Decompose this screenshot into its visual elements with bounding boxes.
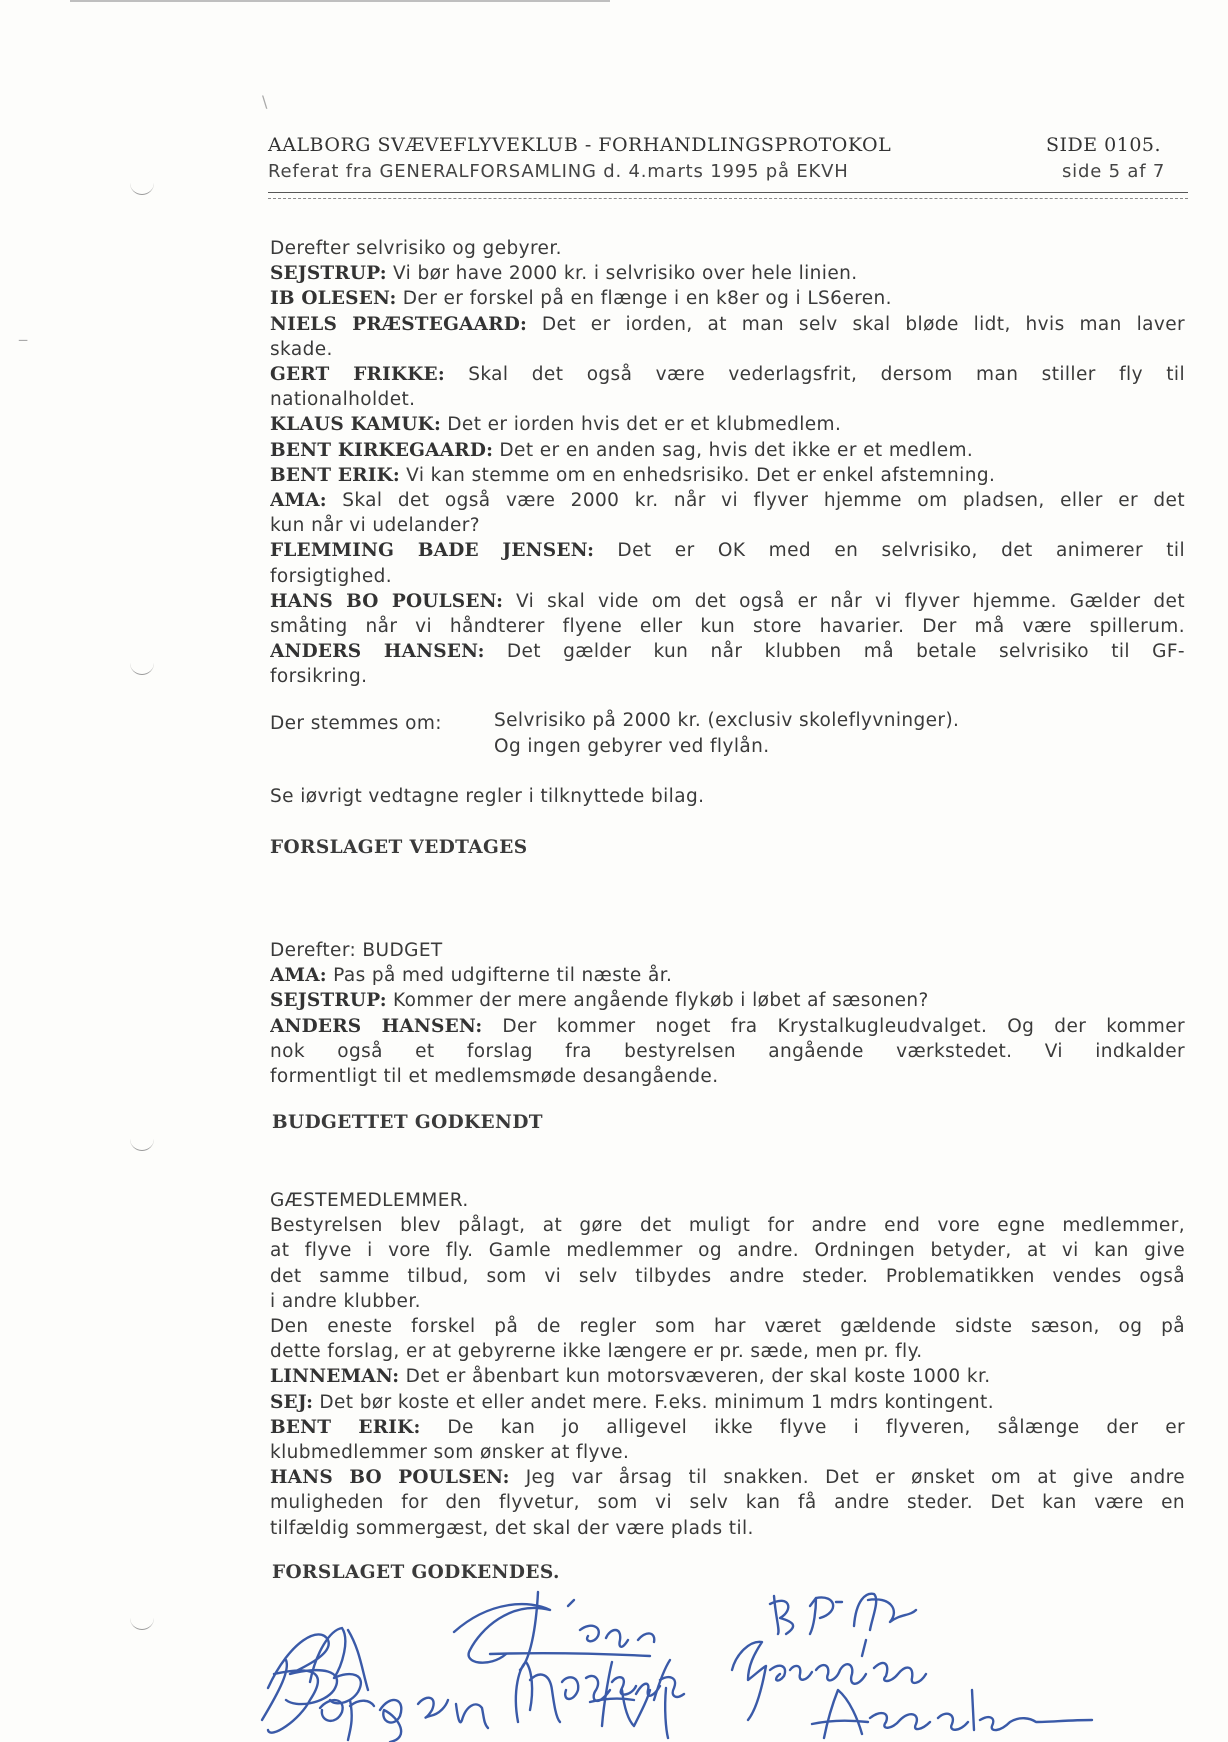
line-text: muligheden for den flyvetur, som vi selv kan få andre steder. Det kan være en (270, 1492, 1185, 1514)
speaker-name: SEJSTRUP: (270, 263, 387, 285)
text-line (270, 1264, 1185, 1289)
text-line (270, 564, 1185, 589)
signature-1 (268, 1628, 368, 1704)
speaker-name: HANS BO POULSEN: (270, 590, 504, 612)
speaker-name: SEJSTRUP: (270, 990, 387, 1012)
text-line (270, 589, 1185, 614)
speaker-name: BENT ERIK: (270, 1416, 421, 1438)
text-line (270, 312, 1185, 337)
text-line (270, 664, 1185, 689)
speaker-name: ANDERS HANSEN: (270, 641, 485, 663)
line-text: forsikring. (270, 666, 368, 688)
speaker-name: LINNEMAN: (270, 1366, 400, 1388)
vote-item-1: Selvrisiko på 2000 kr. (exclusiv skoleflyvninger). (494, 710, 960, 731)
line-text: forsigtighed. (270, 565, 393, 587)
punch-hole-mark (130, 1136, 154, 1151)
text-line (270, 1516, 1185, 1541)
line-text: Kommer der mere angående flykøb i løbet af sæsonen? (386, 990, 929, 1012)
text-line (270, 387, 1185, 412)
page-number: SIDE 0105. (1046, 134, 1162, 156)
text-line (270, 1490, 1185, 1515)
text-line (270, 438, 1185, 463)
text-line (270, 538, 1185, 563)
line-text: nok også et forslag fra bestyrelsen angående værkstedet. Vi indkalder (270, 1040, 1185, 1062)
line-text: Det er iorden, at man selv skal bløde lidt, hvis man laver (527, 313, 1185, 335)
margin-mark: ‒ (18, 330, 29, 349)
speaker-name: GERT FRIKKE: (270, 364, 445, 385)
text-line (270, 513, 1185, 538)
line-text: Bestyrelsen blev pålagt, at gøre det muligt for andre end vore egne medlemmer, (270, 1215, 1185, 1237)
line-text: skade. (270, 338, 333, 360)
text-line (270, 261, 1185, 286)
text-line (270, 1289, 1185, 1314)
document-subtitle: Referat fra GENERALFORSAMLING d. 4.marts 1995 på EKVH (268, 161, 849, 182)
text-line (270, 639, 1185, 664)
speaker-name: AMA: (270, 965, 327, 987)
line-text: Pas på med udgifterne til næste år. (326, 965, 673, 987)
speaker-name: IB OLESEN: (270, 288, 397, 310)
text-line (270, 614, 1185, 639)
text-line (270, 1213, 1185, 1238)
note-text: Se iøvrigt vedtagne regler i tilknyttede bilag. (270, 786, 705, 807)
signature-7 (732, 1640, 926, 1720)
margin-mark: \ (262, 92, 268, 111)
line-text: Vi skal vide om det også er når vi flyver hjemme. Gælder det (503, 590, 1185, 612)
line-text: Skal det også være vederlagsfrit, dersom man stiller fly til (444, 364, 1185, 385)
speaker-name: NIELS PRÆSTEGAARD: (270, 313, 528, 335)
line-text: Skal det også være 2000 kr. når vi flyver hjemme om pladsen, eller er det (326, 490, 1185, 511)
line-text: i andre klubber. (270, 1290, 421, 1312)
text-line (270, 1188, 1185, 1213)
text-line (270, 1440, 1185, 1465)
signature-3 (516, 1662, 684, 1722)
line-text: Jeg var årsag til snakken. Det er ønsket om at give andre (509, 1467, 1185, 1489)
text-line (270, 1339, 1185, 1364)
text-line (270, 1064, 1185, 1089)
line-text: Det er OK med en selvrisiko, det animerer til (594, 540, 1185, 562)
text-line (270, 463, 1185, 488)
line-text: klubmedlemmer som ønsker at flyve. (270, 1442, 630, 1463)
speaker-name: ANDERS HANSEN: (270, 1015, 483, 1037)
vote-label: Der stemmes om: (270, 713, 442, 734)
text-line (270, 1415, 1185, 1440)
text-line (270, 1039, 1185, 1064)
text-line (270, 1014, 1185, 1039)
line-text: Derefter selvrisiko og gebyrer. (270, 238, 562, 259)
text-line (270, 938, 1185, 963)
text-line (270, 488, 1185, 513)
text-line (270, 412, 1185, 437)
header-rule (268, 192, 1188, 199)
decision-godkendes: FORSLAGET GODKENDES. (272, 1562, 560, 1583)
line-text: Den eneste forskel på de regler som har været gældende sidste sæson, og på (270, 1316, 1185, 1337)
punch-hole-mark (130, 660, 154, 675)
signature-8 (812, 1690, 1092, 1738)
line-text: nationalholdet. (270, 389, 416, 411)
speaker-name: SEJ: (270, 1391, 314, 1413)
document-title: AALBORG SVÆVEFLYVEKLUB - FORHANDLINGSPROTOKOL (268, 134, 892, 156)
line-text: det samme tilbud, som vi selv tilbydes andre steder. Problematikken vendes også (270, 1265, 1185, 1287)
speaker-name: HANS BO POULSEN: (270, 1467, 510, 1489)
decision-budget: BUDGETTET GODKENDT (272, 1112, 543, 1133)
text-line (270, 1238, 1185, 1263)
line-text: Det er åbenbart kun motorsvæveren, der skal koste 1000 kr. (399, 1366, 991, 1388)
line-text: Det er iorden hvis det er et klubmedlem. (440, 414, 842, 436)
text-line (270, 1364, 1185, 1389)
line-text: GÆSTEMEDLEMMER. (270, 1190, 469, 1211)
text-line (270, 1314, 1185, 1339)
line-text: dette forslag, er at gebyrerne ikke længere er pr. sæde, men pr. fly. (270, 1341, 923, 1363)
punch-hole-mark (130, 180, 154, 195)
punch-hole-mark (130, 1615, 154, 1630)
line-text: at flyve i vore fly. Gamle medlemmer og andre. Ordningen betyder, at vi kan give (270, 1240, 1185, 1262)
text-line (270, 286, 1185, 311)
line-text: småting når vi håndterer flyene eller kun store havarier. Der må være spillerum. (270, 616, 1185, 637)
text-line (270, 236, 1185, 261)
line-text: tilfældig sommergæst, det skal der være plads til. (270, 1517, 754, 1539)
vote-item-2: Og ingen gebyrer ved flylån. (494, 736, 770, 757)
page-of: side 5 af 7 (1062, 161, 1166, 182)
line-text: kun når vi udelander? (270, 515, 480, 537)
line-text: Derefter: BUDGET (270, 940, 443, 961)
signature-6 (770, 1594, 916, 1634)
line-text: Vi kan stemme om en enhedsrisiko. Det er enkel afstemning. (399, 464, 996, 486)
line-text: Det gælder kun når klubben må betale selvrisiko til GF- (484, 641, 1185, 663)
text-line (270, 988, 1185, 1013)
line-text: Der kommer noget fra Krystalkugleudvalget. Og der kommer (482, 1015, 1185, 1037)
text-line (270, 1465, 1185, 1490)
speaker-name: AMA: (270, 490, 327, 511)
decision-vedtages: FORSLAGET VEDTAGES (270, 837, 528, 858)
signature-4 (454, 1592, 654, 1670)
line-text: Det er en anden sag, hvis det ikke er et medlem. (493, 439, 974, 461)
speaker-name: KLAUS KAMUK: (270, 414, 441, 436)
text-line (270, 337, 1185, 362)
top-edge-line (70, 0, 610, 2)
signature-5 (590, 1660, 670, 1738)
text-line (270, 1390, 1185, 1415)
text-line (270, 362, 1185, 387)
text-line (270, 963, 1185, 988)
line-text: formentligt til et medlemsmøde desangående. (270, 1066, 719, 1087)
line-text: De kan jo alligevel ikke flyve i flyveren, sålænge der er (420, 1416, 1185, 1438)
speaker-name: BENT KIRKEGAARD: (270, 439, 494, 461)
speaker-name: FLEMMING BADE JENSEN: (270, 540, 595, 562)
line-text: Det bør koste et eller andet mere. F.eks. minimum 1 mdrs kontingent. (313, 1391, 994, 1413)
line-text: Der er forskel på en flænge i en k8er og i LS6eren. (396, 288, 892, 310)
line-text: Vi bør have 2000 kr. i selvrisiko over hele linien. (386, 263, 858, 285)
speaker-name: BENT ERIK: (270, 464, 400, 486)
signatures (250, 1570, 1180, 1742)
